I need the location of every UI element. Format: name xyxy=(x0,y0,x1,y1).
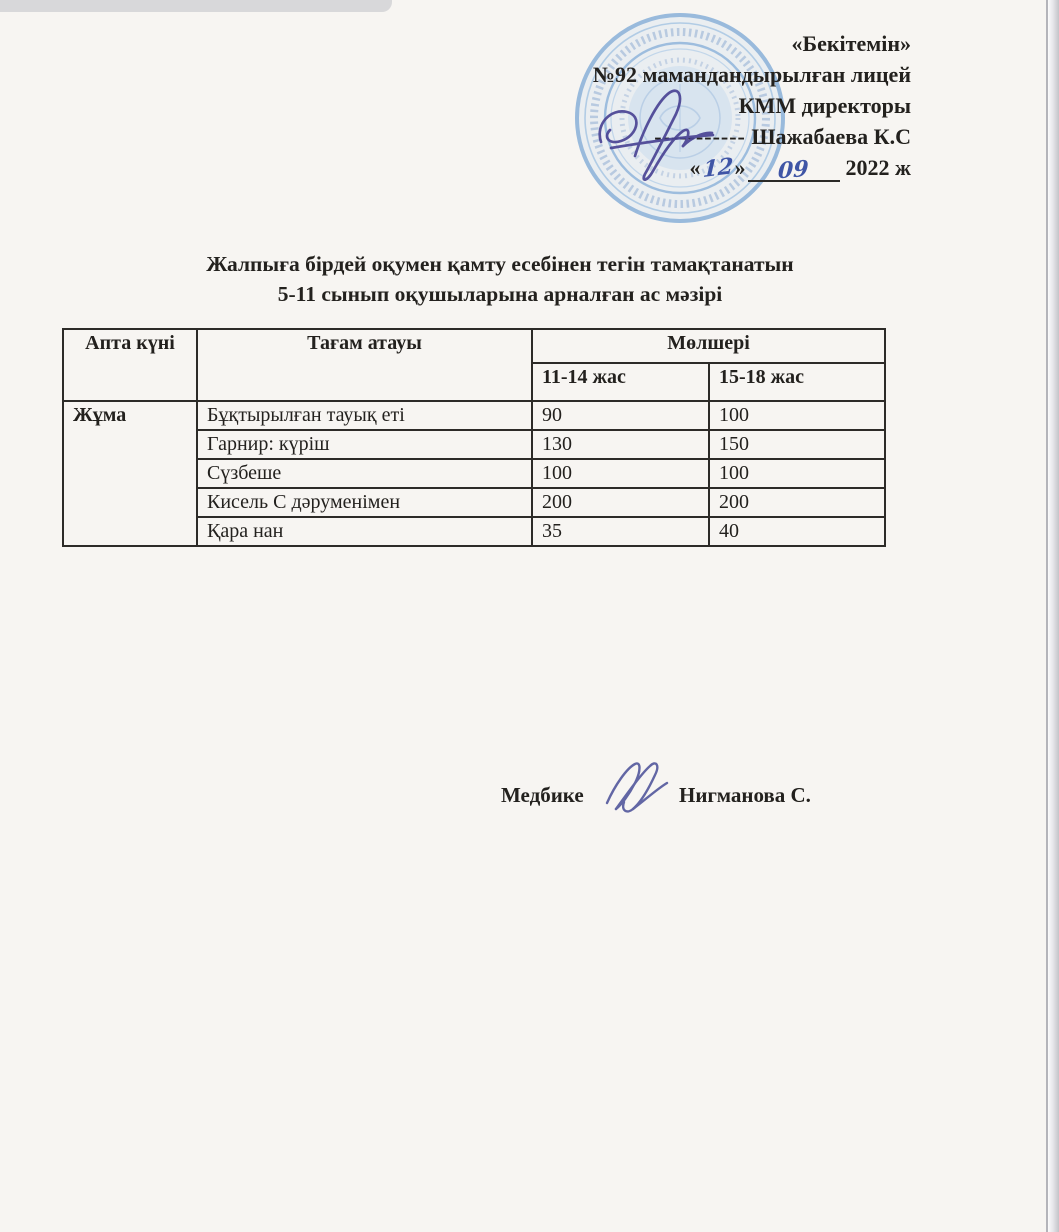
menu-table xyxy=(62,328,886,547)
column-header-day: Апта күні xyxy=(63,329,197,401)
dish-cell: Кисель С дәруменімен xyxy=(197,488,532,517)
handwritten-month: 09 xyxy=(777,155,810,185)
scan-artifact-right-edge xyxy=(1046,0,1059,1232)
amount-15-18-cell: 100 xyxy=(709,459,885,488)
amount-15-18-cell: 40 xyxy=(709,517,885,546)
date-close-quote: » xyxy=(734,155,746,180)
scan-artifact-top-band xyxy=(0,0,392,12)
column-header-age-15-18: 15-18 жас xyxy=(709,363,885,401)
column-header-dish: Тағам атауы xyxy=(197,329,532,401)
amount-15-18-cell: 100 xyxy=(709,401,885,430)
amount-11-14-cell: 100 xyxy=(532,459,709,488)
nurse-signature-icon xyxy=(597,755,685,819)
column-header-amount: Мөлшері xyxy=(532,329,885,363)
amount-11-14-cell: 35 xyxy=(532,517,709,546)
amount-11-14-cell: 130 xyxy=(532,430,709,459)
director-signature-icon xyxy=(585,84,790,184)
nurse-name: Нигманова С. xyxy=(679,783,811,807)
date-year: 2022 ж xyxy=(845,155,911,180)
director-name: Шажабаева К.С xyxy=(751,124,911,149)
amount-11-14-cell: 200 xyxy=(532,488,709,517)
amount-11-14-cell: 90 xyxy=(532,401,709,430)
dish-cell: Гарнир: күріш xyxy=(197,430,532,459)
table-header-row-1 xyxy=(63,329,885,363)
signature-dashes: ----------- xyxy=(654,124,746,149)
amount-15-18-cell: 200 xyxy=(709,488,885,517)
dish-cell: Сүзбеше xyxy=(197,459,532,488)
approval-line-director: КММ директоры xyxy=(738,93,911,118)
title-line-2: 5-11 сынып оқушыларына арналған ас мәзірі xyxy=(277,282,723,306)
approval-line-approve: «Бекітемін» xyxy=(791,31,911,56)
title-line-1: Жалпыға бірдей оқумен қамту есебінен тегін тамақтанатын xyxy=(206,252,794,276)
handwritten-day: 12 xyxy=(701,152,734,184)
dish-cell: Бұқтырылған тауық еті xyxy=(197,401,532,430)
day-cell: Жұма xyxy=(63,401,197,546)
approval-line-school: №92 мамандандырылған лицей xyxy=(592,62,911,87)
document-title xyxy=(0,249,1000,309)
nurse-role-label: Медбике xyxy=(501,783,584,807)
dish-cell: Қара нан xyxy=(197,517,532,546)
amount-15-18-cell: 150 xyxy=(709,430,885,459)
column-header-age-11-14: 11-14 жас xyxy=(532,363,709,401)
table-row xyxy=(63,401,885,430)
date-open-quote: « xyxy=(689,155,701,180)
